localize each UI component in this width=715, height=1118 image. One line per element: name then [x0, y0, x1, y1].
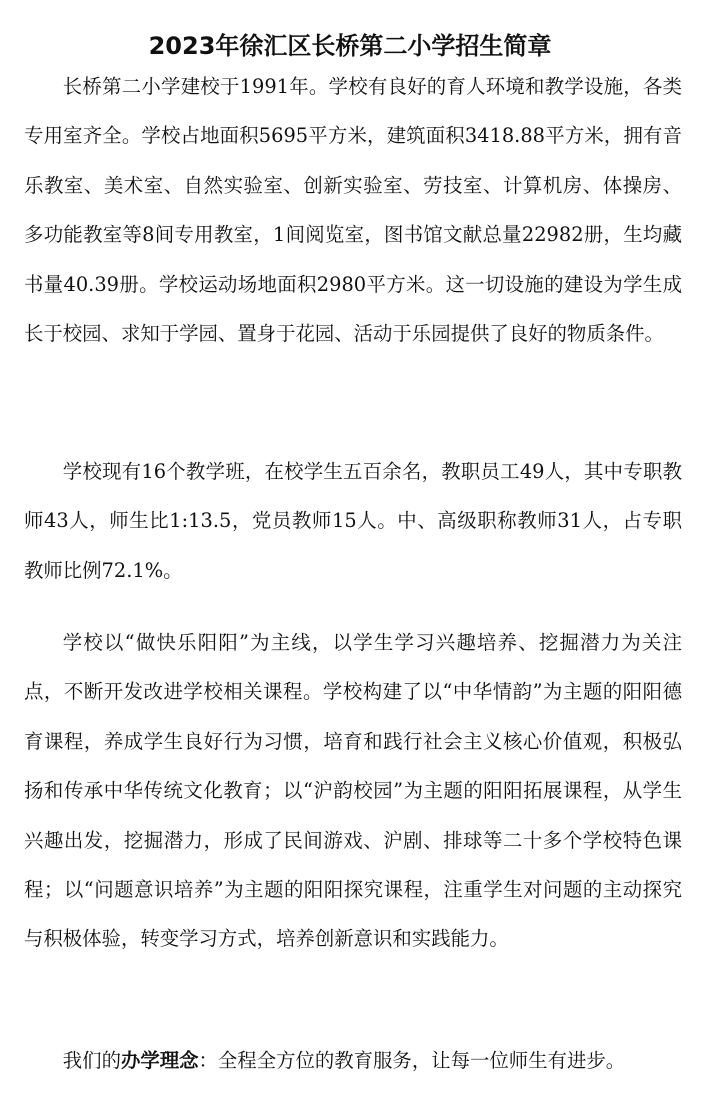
paragraph-curriculum: 学校以“做快乐阳阳”为主线，以学生学习兴趣培养、挖掘潜力为关注点，不断开发改进学校相关课程。学校构建了以“中华情韵”为主题的阳阳德育课程，养成学生良好行为习惯，培育和践行社会主义核心价值观，积极弘扬和传承中华传统文化教育；以“沪韵校园”为主题的阳阳拓展课程，从学生兴趣出发，挖掘潜力，形成了民间游戏、沪剧、排球等二十多个学校特色课程；以“问题意识培养”为主题的阳阳探究课程，注重学生对问题的主动探究与积极体验，转变学习方式，培养创新意识和实践能力。 — [24, 631, 682, 951]
philosophy-text: 全程全方位的教育服务，让每一位师生有进步。 — [217, 1049, 626, 1072]
paragraph-facilities: 长桥第二小学建校于1991年。学校有良好的育人环境和教学设施，各类专用室齐全。学校占地面积5695平方米，建筑面积3418.88平方米，拥有音乐教室、美术室、自然实验室、创新实验室、劳技室、计算机房、体操房、多功能教室等8间专用教室，1间阅览室，图书馆文献总量22982册，生均藏书量40.39册。学校运动场地面积2980平方米。这一切设施的建设为学生成长于校园、求知于学园、置身于花园、活动于乐园提供了良好的物质条件。 — [24, 75, 682, 346]
philosophy-label: 办学理念 — [120, 1049, 199, 1072]
document-title: 2023年徐汇区长桥第二小学招生简章 — [148, 32, 552, 60]
paragraph-philosophy — [24, 1036, 682, 1085]
philosophy-prefix: 我们的 — [62, 1049, 121, 1072]
paragraph-staff: 学校现有16个教学班，在校学生五百余名，教职员工49人，其中专职教师43人，师生比1:13.5，党员教师15人。中、高级职称教师31人，占专职教师比例72.1%。 — [24, 460, 682, 582]
philosophy-colon: ： — [198, 1049, 218, 1072]
